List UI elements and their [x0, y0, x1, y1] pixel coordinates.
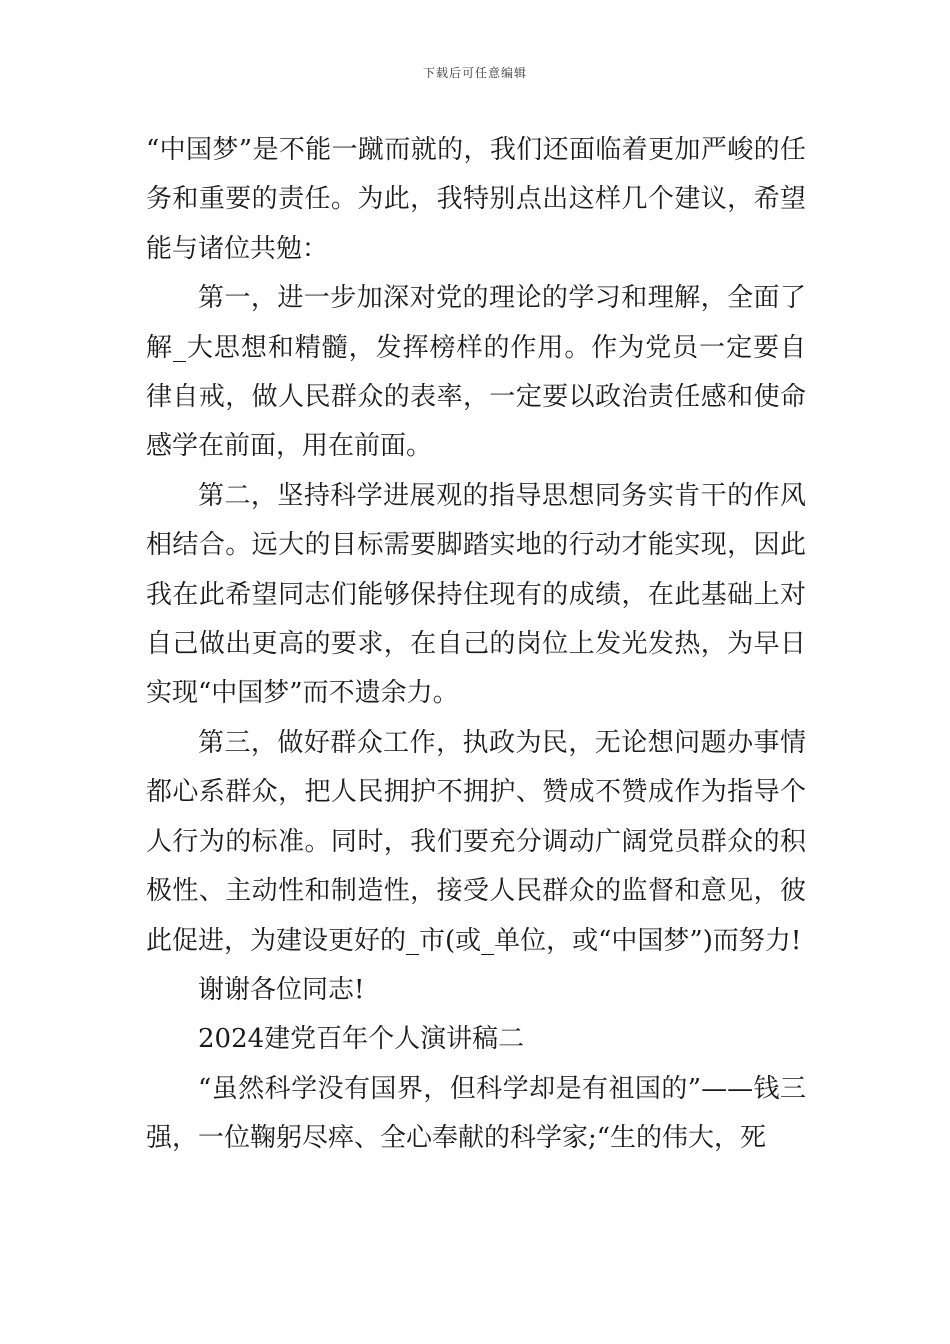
paragraph-thanks: 谢谢各位同志!: [198, 974, 365, 1005]
page-header: 下载后可任意编辑: [422, 66, 527, 80]
paragraph-third-suggestion: 第三，做好群众工作，执政为民，无论想问题办事情都心系群众，把人民拥护不拥护、赞成不赞成作为指导个人行为的标准。同时，我们要充分调动广阔党员群众的积极性、主动性和制造性，接受人民群众的监督和意见，彼此促进，为建设更好的_市(或_单位，或“中国梦”)而努力!: [146, 727, 806, 956]
section-heading-speech-two: 2024建党百年个人演讲稿二: [198, 1024, 525, 1055]
paragraph-second-suggestion: 第二，坚持科学进展观的指导思想同务实肯干的作风相结合。远大的目标需要脚踏实地的行动才能实现，因此我在此希望同志们能够保持住现有的成绩，在此基础上对自己做出更高的要求，在自己的岗位上发光发热，为早日实现“中国梦”而不遗余力。: [146, 480, 806, 709]
document-body: [146, 126, 806, 1164]
paragraph-speech-two-opening: “虽然科学没有国界，但科学却是有祖国的”——钱三强，一位鞠躬尽瘁、全心奉献的科学家;“生的伟大，死: [146, 1073, 806, 1154]
paragraph-intro: “中国梦”是不能一蹴而就的，我们还面临着更加严峻的任务和重要的责任。为此，我特别点出这样几个建议，希望能与诸位共勉：: [146, 135, 806, 264]
paragraph-first-suggestion: 第一，进一步加深对党的理论的学习和理解，全面了解_大思想和精髓，发挥榜样的作用。作为党员一定要自律自戒，做人民群众的表率，一定要以政治责任感和使命感学在前面，用在前面。: [146, 283, 806, 462]
